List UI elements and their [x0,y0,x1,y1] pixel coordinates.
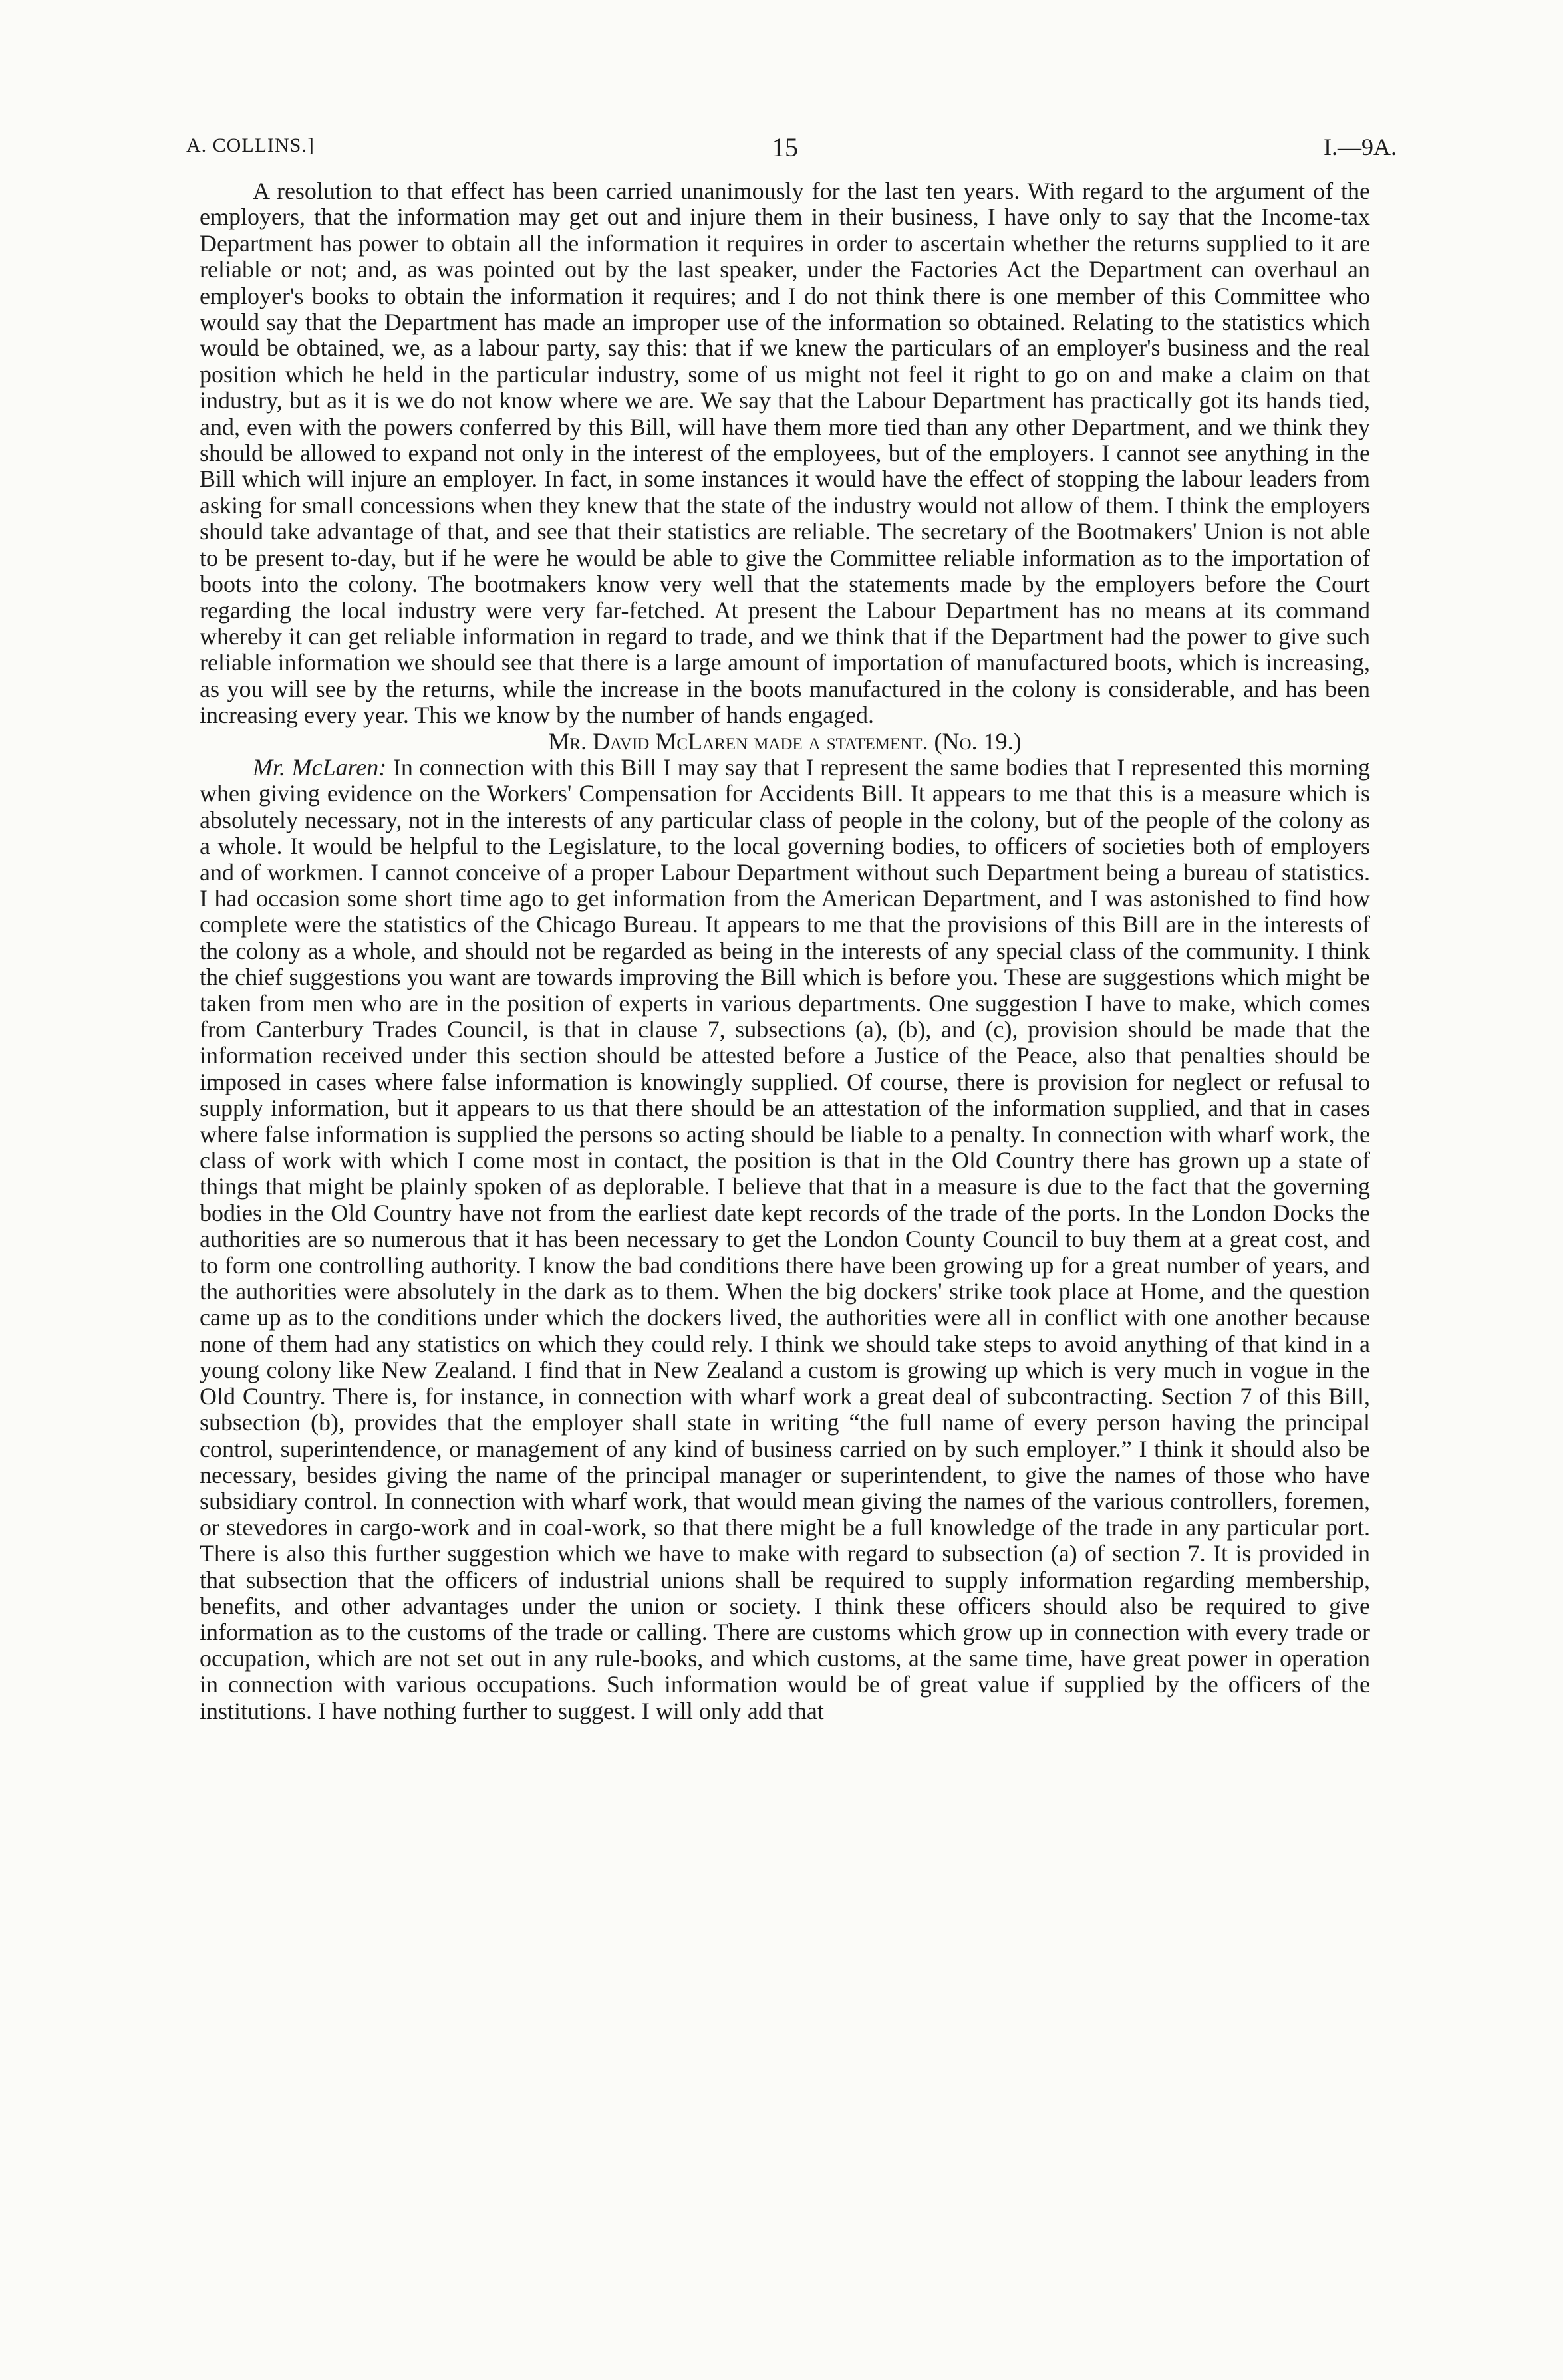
paragraph-mclaren-text: In connection with this Bill I may say that I represent the same bodies that I represented this morning when giving evidence on the Workers' Compensation for Accidents Bill. It appears to me that this is a measure which is absolutely necessary, not in the interests of any particular class of people in the colony, but of the people of the colony as a whole. It would be helpful to the Legislature, to the local governing bodies, to officers of societies both of employers and of workmen. I cannot conceive of a proper Labour Department without such Department being a bureau of statistics. I had occasion some short time ago to get information from the American Department, and I was astonished to find how complete were the statistics of the Chicago Bureau. It appears to me that the provisions of this Bill are in the interests of the colony as a whole, and should not be regarded as being in the interests of any special class of the community. I think the chief suggestions you want are towards improving the Bill which is before you. These are suggestions which might be taken from men who are in the position of experts in various departments. One suggestion I have to make, which comes from Canterbury Trades Council, is that in clause 7, subsections (a), (b), and (c), provision should be made that the information received under this section should be attested before a Justice of the Peace, also that penalties should be imposed in cases where false information is knowingly supplied. Of course, there is provision for neglect or refusal to supply information, but it appears to us that there should be an attestation of the information supplied, and that in cases where false information is supplied the persons so acting should be liable to a penalty. In connection with wharf work, the class of work with which I come most in contact, the position is that in the Old Country there has grown up a state of things that might be plainly spoken of as deplorable. I believe that that in a measure is due to the fact that the governing bodies in the Old Country have not from the earliest date kept records of the trade of the ports. In the London Docks the authorities are so numerous that it has been necessary to get the London County Council to buy them at a great cost, and to form one controlling authority. I know the bad conditions there have been growing up for a great number of years, and the authorities were absolutely in the dark as to them. When the big dockers' strike took place at Home, and the question came up as to the conditions under which the dockers lived, the authorities were all in conflict with one another because none of them had any statistics on which they could rely. I think we should take steps to avoid anything of that kind in a young colony like New Zealand. I find that in New Zealand a custom is growing up which is very much in vogue in the Old Country. There is, for instance, in connection with wharf work a great deal of subcontracting. Section 7 of this Bill, subsection (b), provides that the employer shall state in writing “the full name of every person having the principal control, superintendence, or management of any kind of business carried on by such employer.” I think it should also be necessary, besides giving the name of the principal manager or superintendent, to give the names of those who have subsidiary control. In connection with wharf work, that would mean giving the names of the various controllers, foremen, or stevedores in cargo-work and in coal-work, so that there might be a full knowledge of the trade in any particular port. There is also this further suggestion which we have to make with regard to subsection (a) of section 7. It is provided in that subsection that the officers of industrial unions shall be required to supply information regarding membership, benefits, and other advantages under the union or society. I think these officers should also be required to give information as to the customs of the trade or calling. There are customs which grow up in connection with every trade or occupation, which are not set out in any rule-books, and which customs, at the same time, have great power in operation in connection with various occupations. Such information would be of great value if supplied by the officers of the institutions. I have nothing further to suggest. I will only add that [200,753,1370,1724]
statement-heading: Mr. David McLaren made a statement. (No. 19.) [548,727,1022,755]
paragraph-mclaren [200,755,1370,1724]
page-number: 15 [772,132,798,162]
page-header [186,126,1397,166]
document-page [186,126,1397,1724]
document-reference: I.—9A. [1324,134,1397,160]
witness-name: A. COLLINS.] [186,134,315,156]
document-body [200,178,1370,1724]
speaker-label: Mr. McLaren: [253,753,387,781]
paragraph-collins: A resolution to that effect has been carried unanimously for the last ten years. With regard to the argument of the employers, that the information may get out and injure them in their business, I have only to say that the Income-tax Department has power to obtain all the information it requires in order to ascertain whether the returns supplied to it are reliable or not; and, as was pointed out by the last speaker, under the Factories Act the Department can overhaul an employer's books to obtain the information it requires; and I do not think there is one member of this Committee who would say that the Department has made an improper use of the information so obtained. Relating to the statistics which would be obtained, we, as a labour party, say this: that if we knew the particulars of an employer's business and the real position which he held in the particular industry, some of us might not feel it right to go on and make a claim on that industry, but as it is we do not know where we are. We say that the Labour Department has practically got its hands tied, and, even with the powers conferred by this Bill, will have them more tied than any other Department, and we think they should be allowed to expand not only in the interest of the employees, but of the employers. I cannot see anything in the Bill which will injure an employer. In fact, in some instances it would have the effect of stopping the labour leaders from asking for small concessions when they knew that the state of the industry would not allow of them. I think the employers should take advantage of that, and see that their statistics are reliable. The secretary of the Bootmakers' Union is not able to be present to-day, but if he were he would be able to give the Committee reliable information as to the importation of boots into the colony. The bootmakers know very well that the statements made by the employers before the Court regarding the local industry were very far-fetched. At present the Labour Department has no means at its command whereby it can get reliable information in regard to trade, and we think that if the Department had the power to give such reliable information we should see that there is a large amount of importation of manufactured boots, which is increasing, as you will see by the returns, while the increase in the boots manufactured in the colony is considerable, and has been increasing every year. This we know by the number of hands engaged. [200,178,1370,729]
